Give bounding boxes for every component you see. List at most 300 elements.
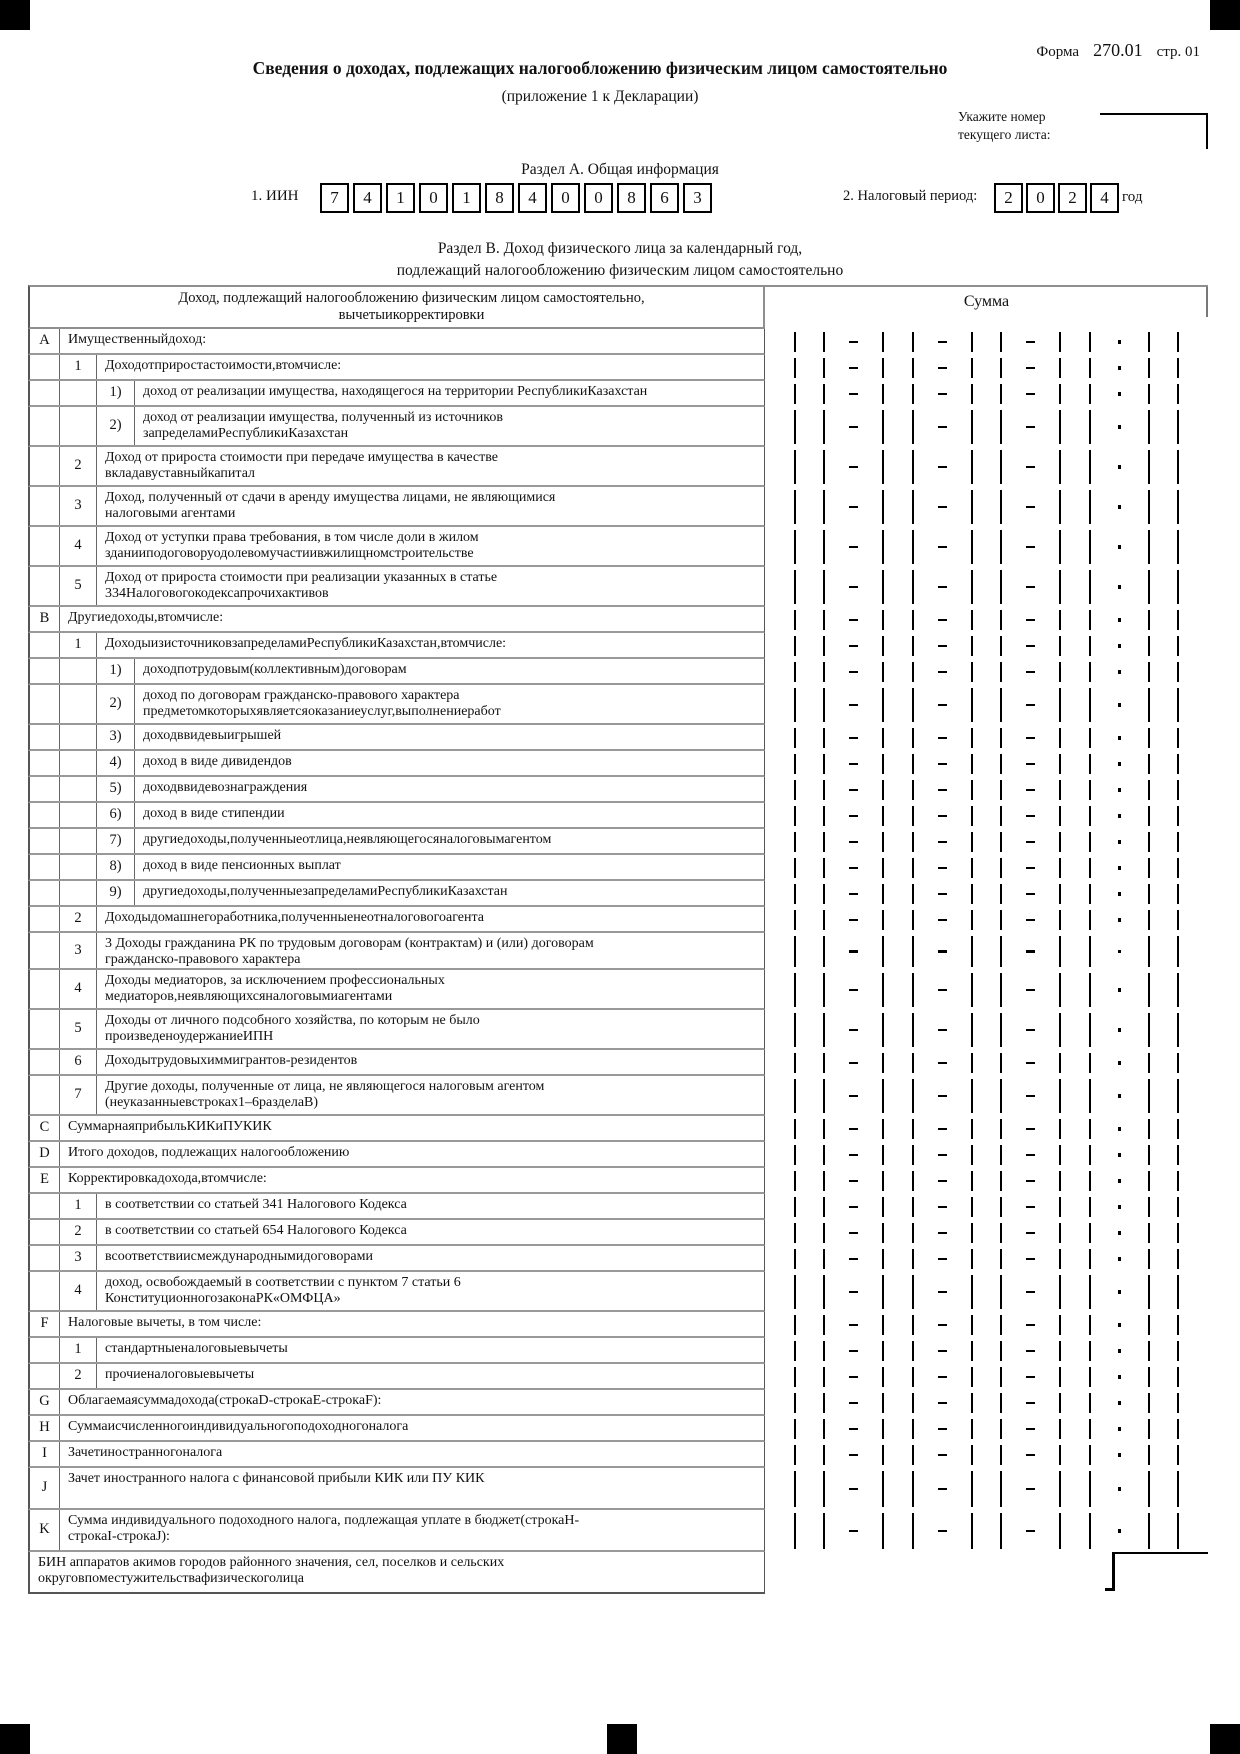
amount-field[interactable] [765,933,1208,970]
row-description: 3 Доходы гражданина РК по трудовым договорам (контрактам) и (или) договорам гражданско-правового характера [105,935,594,967]
row-letter-cell [30,907,60,931]
row-K [28,1510,1208,1552]
amount-comb-slot [869,1116,899,1142]
row-J [28,1468,1208,1510]
amount-comb-slot [1134,329,1164,355]
digit-box[interactable]: 3 [683,183,712,213]
table-header-amount [765,285,1208,329]
amount-comb-slot [898,447,928,487]
amount-comb-slot [780,1272,810,1312]
section-a-heading: Раздел А. Общая информация [521,161,719,178]
amount-comb-slot [898,1390,928,1416]
amount-field[interactable] [765,907,1208,933]
row-letter-cell: F [30,1312,60,1336]
amount-comb-slot [928,1510,958,1552]
amount-comb-slot [1134,933,1164,970]
amount-comb-slot [1046,1050,1076,1076]
amount-comb-slot [898,1416,928,1442]
amount-comb-slot [780,1142,810,1168]
row-letter-cell [30,1246,60,1270]
amount-comb-slot [839,1442,869,1468]
amount-comb-slot [898,407,928,447]
amount-comb-slot [1046,1246,1076,1272]
amount-comb-slot [987,659,1017,685]
amount-field[interactable] [765,1246,1208,1272]
amount-comb-slot [898,777,928,803]
amount-comb-slot [1164,1194,1194,1220]
amount-comb-slot [1046,381,1076,407]
amount-comb-slot [898,751,928,777]
amount-comb-slot [987,1272,1017,1312]
row-6 [28,1050,1208,1076]
amount-comb-slot [898,907,928,933]
amount-comb-slot [780,1312,810,1338]
amount-field[interactable] [765,685,1208,725]
amount-comb-slot [1105,1338,1135,1364]
amount-field[interactable] [765,1142,1208,1168]
amount-comb-slot [1075,1142,1105,1168]
amount-comb-slot [780,1390,810,1416]
row-subnumber-cell: 3) [97,725,135,749]
row-letter-cell [30,355,60,379]
amount-comb-slot [898,1194,928,1220]
row-number-cell [60,803,97,827]
amount-field[interactable] [765,855,1208,881]
amount-comb-slot [1075,1168,1105,1194]
amount-field[interactable] [765,1272,1208,1312]
amount-field[interactable] [765,970,1208,1010]
registration-mark-icon [607,1724,637,1754]
amount-comb-slot [1046,1076,1076,1116]
amount-comb-slot [1164,829,1194,855]
row-description: Сумма индивидуального подоходного налога, подлежащая уплате в бюджет(строкаH-строкаI-строкаJ): [68,1512,580,1544]
amount-comb-slot [928,1246,958,1272]
amount-comb-slot [1105,329,1135,355]
amount-field[interactable] [765,1416,1208,1442]
digit-box[interactable]: 0 [551,183,580,213]
amount-comb-slot [1046,567,1076,607]
amount-comb-slot [780,881,810,907]
row-5 [28,567,1208,607]
amount-comb-slot [780,1050,810,1076]
amount-comb-slot [810,1272,840,1312]
amount-field[interactable] [765,1050,1208,1076]
digit-box[interactable]: 0 [584,183,613,213]
amount-comb-slot [839,407,869,447]
amount-comb-slot [957,1010,987,1050]
amount-comb-slot [898,329,928,355]
amount-field[interactable] [765,329,1208,355]
digit-box[interactable]: 7 [320,183,349,213]
amount-comb-slot [1164,567,1194,607]
amount-field[interactable] [765,447,1208,487]
row-number-cell: 4 [60,1272,97,1310]
row-number-cell: 2 [60,1364,97,1388]
amount-comb-slot [1164,777,1194,803]
amount-comb-slot [1134,527,1164,567]
amount-comb-slot [957,1338,987,1364]
amount-field[interactable] [765,777,1208,803]
amount-comb-slot [1046,1510,1076,1552]
amount-comb-slot [1016,1050,1046,1076]
amount-comb-slot [810,381,840,407]
amount-comb-slot [839,381,869,407]
digit-box[interactable]: 4 [353,183,382,213]
amount-comb-slot [957,1194,987,1220]
amount-comb-slot [1075,1416,1105,1442]
amount-comb-slot [1046,1010,1076,1050]
amount-comb-slot [957,1364,987,1390]
amount-comb-slot [810,855,840,881]
amount-comb-slot [1075,1246,1105,1272]
amount-comb-slot [869,933,899,970]
row-label-area [28,933,765,970]
row-number-cell [60,855,97,879]
amount-comb-slot [1164,1312,1194,1338]
amount-comb-slot [928,1468,958,1510]
amount-comb-slot [1164,970,1194,1010]
amount-comb-slot [869,1390,899,1416]
amount-comb-slot [839,1468,869,1510]
amount-comb-slot [1105,685,1135,725]
amount-comb-slot [987,1442,1017,1468]
amount-comb-slot [869,881,899,907]
amount-comb-slot [780,1220,810,1246]
amount-field[interactable] [765,1390,1208,1416]
row-2 [28,907,1208,933]
amount-comb-slot [869,407,899,447]
row-bin [28,1552,1208,1594]
row-label-area [28,1312,765,1338]
amount-comb-slot [957,1510,987,1552]
amount-comb-slot [1075,725,1105,751]
amount-comb-slot [810,725,840,751]
amount-comb-slot [987,1194,1017,1220]
amount-comb-slot [1016,685,1046,725]
form-number: 270.01 [1093,40,1143,60]
amount-comb-slot [1016,1168,1046,1194]
amount-comb-slot [1075,1076,1105,1116]
amount-comb-slot [839,1364,869,1390]
amount-comb-slot [1134,567,1164,607]
amount-comb-slot [898,1510,928,1552]
amount-field[interactable] [765,725,1208,751]
amount-comb-slot [987,881,1017,907]
amount-field[interactable] [765,829,1208,855]
row-number-cell [60,881,97,905]
amount-comb-slot [1016,725,1046,751]
amount-comb-slot [1134,1116,1164,1142]
row-I [28,1442,1208,1468]
row-label-area [28,829,765,855]
amount-comb-slot [1134,907,1164,933]
amount-comb-slot [1075,1116,1105,1142]
row-label-area [28,907,765,933]
amount-comb-slot [1164,1468,1194,1510]
amount-comb-slot [957,329,987,355]
amount-comb-slot [987,1312,1017,1338]
amount-field[interactable] [765,527,1208,567]
amount-comb-slot [810,1390,840,1416]
iin-digit-boxes [320,183,712,213]
amount-comb-slot [987,970,1017,1010]
amount-comb-slot [1016,855,1046,881]
row-description: доход в виде пенсионных выплат [143,857,341,873]
amount-field[interactable] [765,659,1208,685]
amount-comb-slot [1046,1390,1076,1416]
amount-comb-slot [1075,1390,1105,1416]
bin-description: БИН аппаратов акимов городов районного значения, сел, поселков и сельских округовпоместужительствафизическоголица [28,1552,765,1594]
amount-comb-slot [1016,659,1046,685]
amount-comb-slot [1134,855,1164,881]
amount-comb-slot [1105,881,1135,907]
digit-box[interactable]: 0 [1026,183,1055,213]
row-label-area [28,1246,765,1272]
form-label: Форма [1036,44,1080,60]
amount-comb-slot [957,567,987,607]
amount-field[interactable] [765,381,1208,407]
amount-comb-slot [1075,1220,1105,1246]
amount-comb-slot [1075,881,1105,907]
amount-comb-slot [1164,933,1194,970]
amount-comb-slot [839,1510,869,1552]
amount-comb-slot [898,1338,928,1364]
amount-comb-slot [1046,777,1076,803]
amount-field[interactable] [765,1510,1208,1552]
registration-mark-icon [1210,1724,1240,1754]
amount-comb-slot [1164,751,1194,777]
amount-field[interactable] [765,633,1208,659]
amount-comb-slot [898,1220,928,1246]
digit-box[interactable]: 4 [518,183,547,213]
row-H [28,1416,1208,1442]
amount-comb-slot [987,527,1017,567]
row-B [28,607,1208,633]
row-description: прочиеналоговыевычеты [105,1366,255,1382]
row-label-area [28,1338,765,1364]
amount-comb-slot [1075,1468,1105,1510]
amount-field[interactable] [765,1168,1208,1194]
row-2 [28,1364,1208,1390]
amount-comb-slot [780,633,810,659]
row-letter-cell [30,1194,60,1218]
amount-comb-slot [1075,1194,1105,1220]
amount-comb-slot [928,777,958,803]
amount-comb-slot [898,527,928,567]
row-8-sub [28,855,1208,881]
row-number-cell: 2 [60,447,97,485]
row-letter-cell [30,777,60,801]
amount-comb-slot [957,1468,987,1510]
amount-comb-slot [1105,1010,1135,1050]
row-number-cell: 7 [60,1076,97,1114]
row-4-sub [28,751,1208,777]
row-label-area [28,527,765,567]
row-letter-cell: I [30,1442,60,1466]
amount-comb-slot [987,381,1017,407]
table-rows [28,329,1208,1552]
amount-comb-slot [1105,1050,1135,1076]
amount-comb-slot [1164,1246,1194,1272]
amount-comb-slot [987,751,1017,777]
amount-field[interactable] [765,803,1208,829]
row-label-area [28,1076,765,1116]
amount-comb-slot [928,1272,958,1312]
amount-comb-slot [957,1416,987,1442]
amount-comb-slot [810,933,840,970]
amount-comb-slot [839,1168,869,1194]
digit-box[interactable]: 1 [386,183,415,213]
amount-field[interactable] [765,1116,1208,1142]
row-letter-cell [30,407,60,445]
amount-comb-slot [839,1194,869,1220]
amount-comb-slot [928,1142,958,1168]
amount-comb-slot [1016,567,1046,607]
amount-comb-slot [1164,381,1194,407]
amount-comb-slot [1016,329,1046,355]
amount-comb-slot [1075,633,1105,659]
current-sheet-number-box[interactable] [1100,113,1208,149]
amount-comb-slot [957,725,987,751]
form-subtitle: (приложение 1 к Декларации) [501,88,699,105]
amount-comb-slot [780,381,810,407]
amount-field[interactable] [765,1010,1208,1050]
amount-field[interactable] [765,1364,1208,1390]
amount-comb-slot [987,1510,1017,1552]
row-description: Зачетиностранногоналога [68,1444,223,1460]
amount-field[interactable] [765,1220,1208,1246]
row-letter-cell [30,1220,60,1244]
amount-field[interactable] [765,407,1208,447]
row-label-area [28,1010,765,1050]
amount-comb-slot [957,970,987,1010]
amount-field[interactable] [765,1076,1208,1116]
digit-box[interactable]: 8 [485,183,514,213]
row-letter-cell [30,803,60,827]
amount-comb-slot [957,1220,987,1246]
row-letter-cell [30,381,60,405]
amount-field[interactable] [765,487,1208,527]
amount-comb-slot [1016,447,1046,487]
amount-comb-slot [869,1416,899,1442]
row-label-area [28,970,765,1010]
amount-comb-slot [1016,1010,1046,1050]
amount-comb-slot [839,933,869,970]
amount-comb-slot [1016,1142,1046,1168]
amount-comb-slot [928,1010,958,1050]
amount-comb-slot [987,329,1017,355]
row-A [28,329,1208,355]
amount-field[interactable] [765,1468,1208,1510]
digit-box[interactable]: 8 [617,183,646,213]
section-b-heading-line1: Раздел В. Доход физического лица за календарный год, [437,240,803,257]
amount-comb-slot [1134,1510,1164,1552]
row-description: доход от реализации имущества, находящегося на территории РеспубликиКазахстан [143,383,648,399]
amount-comb-slot [1164,527,1194,567]
row-label-area [28,1390,765,1416]
amount-comb-slot [928,1442,958,1468]
amount-comb-slot [869,777,899,803]
amount-comb-slot [987,1050,1017,1076]
row-description: Доходотприростастоимости,втомчисле: [105,357,342,373]
amount-comb-slot [1016,355,1046,381]
amount-comb-slot [810,1364,840,1390]
row-description: Корректировкадохода,втомчисле: [68,1170,267,1186]
digit-box[interactable]: 6 [650,183,679,213]
amount-comb-slot [1134,487,1164,527]
amount-comb-slot [810,407,840,447]
amount-field[interactable] [765,881,1208,907]
amount-comb-slot [898,881,928,907]
amount-field[interactable] [765,751,1208,777]
amount-comb-slot [957,1246,987,1272]
row-number-cell: 1 [60,633,97,657]
amount-field[interactable] [765,1338,1208,1364]
amount-comb-slot [1105,1076,1135,1116]
amount-comb-slot [898,487,928,527]
page-number: стр. 01 [1156,44,1200,60]
row-label-area [28,355,765,381]
amount-comb-slot [810,1246,840,1272]
amount-field[interactable] [765,355,1208,381]
digit-box[interactable]: 2 [1058,183,1087,213]
amount-comb-slot [869,1312,899,1338]
amount-comb-slot [869,355,899,381]
amount-comb-slot [987,803,1017,829]
row-description: всоответствиисмеждународнымидоговорами [105,1248,373,1264]
row-number-cell [60,659,97,683]
row-description: Зачет иностранного налога с финансовой прибыли КИК или ПУ КИК [68,1470,485,1486]
amount-field[interactable] [765,1442,1208,1468]
row-description: Имущественныйдоход: [68,331,207,347]
digit-box[interactable]: 4 [1090,183,1119,213]
digit-box[interactable]: 0 [419,183,448,213]
amount-comb-slot [1046,1312,1076,1338]
amount-field[interactable] [765,1312,1208,1338]
row-description: Другиедоходы,втомчисле: [68,609,224,625]
amount-field[interactable] [765,567,1208,607]
amount-comb-slot [810,1416,840,1442]
amount-comb-slot [1075,1442,1105,1468]
amount-comb-slot [810,1116,840,1142]
amount-comb-slot [1105,1246,1135,1272]
amount-comb-slot [780,725,810,751]
year-label: год [1122,189,1143,205]
amount-field[interactable] [765,1194,1208,1220]
amount-comb-slot [780,1076,810,1116]
amount-comb-slot [869,1442,899,1468]
amount-comb-slot [1164,1442,1194,1468]
digit-box[interactable]: 1 [452,183,481,213]
amount-comb-slot [928,659,958,685]
row-description: Доходы медиаторов, за исключением профессиональных медиаторов,неявляющихсяналоговымиагентами [105,972,445,1004]
amount-comb-slot [898,1246,928,1272]
digit-box[interactable]: 2 [994,183,1023,213]
amount-comb-slot [898,659,928,685]
amount-comb-slot [928,1416,958,1442]
amount-comb-slot [1134,1390,1164,1416]
amount-comb-slot [1046,803,1076,829]
row-number-cell [60,725,97,749]
amount-comb-slot [839,725,869,751]
amount-comb-slot [839,633,869,659]
bin-entry-area[interactable] [765,1552,1208,1594]
amount-field[interactable] [765,607,1208,633]
row-label-area [28,1510,765,1552]
amount-comb-slot [839,659,869,685]
row-number-cell: 4 [60,970,97,1008]
row-letter-cell: B [30,607,60,631]
